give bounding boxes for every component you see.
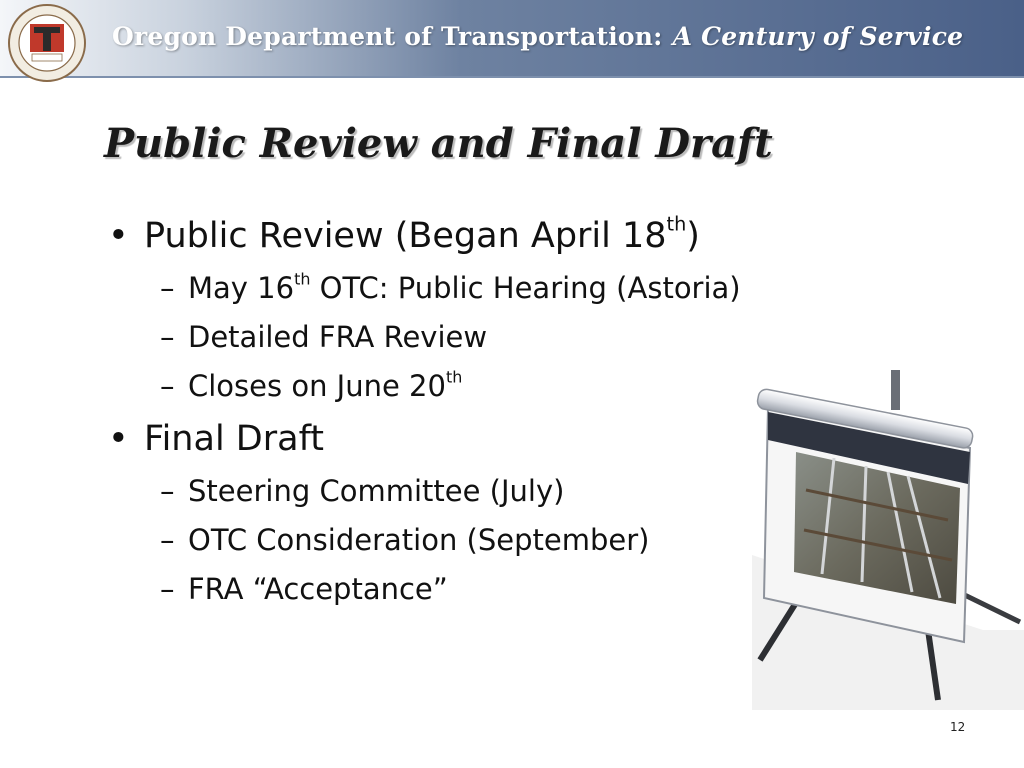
sub-bullet-text: OTC Consideration (September) [188,523,650,557]
bullet-public-review [108,208,748,264]
sub-bullet-superscript: th [445,367,463,387]
sub-bullet-fra-review [108,313,748,362]
sub-bullet-fra-acceptance [108,565,748,614]
bullet-superscript: th [666,212,687,236]
header-title-text: Oregon Department of Transportation: [112,22,663,51]
dash-icon: – [160,523,175,557]
sub-bullet-steering [108,467,748,516]
sub-bullet-text: May 16 [188,271,295,305]
projector-screen-illustration [738,360,1024,710]
slide-title: Public Review and Final Draft [104,120,773,167]
dash-icon: – [160,271,175,305]
bullet-icon: • [108,419,129,459]
dash-icon: – [160,572,175,606]
dash-icon: – [160,369,175,403]
sub-bullet-text-after: OTC: Public Hearing (Astoria) [310,271,741,305]
bullet-text: Final Draft [144,419,325,459]
bullet-final-draft [108,411,748,467]
header-tagline: A Century of Service [672,22,964,51]
odot-seal-logo [6,2,88,84]
sub-bullet-text: FRA “Acceptance” [188,572,448,606]
bullet-list [108,208,748,614]
bullet-text-after: ) [686,216,700,256]
page-number: 12 [950,720,966,734]
sub-bullet-closes [108,362,748,411]
sub-bullet-superscript: th [294,269,311,289]
dash-icon: – [160,320,175,354]
sub-bullet-public-hearing [108,264,748,313]
header-divider [0,76,1024,78]
bullet-text: Public Review (Began April 18 [144,216,667,256]
bullet-icon: • [108,216,129,256]
sub-bullet-text: Detailed FRA Review [188,320,488,354]
dash-icon: – [160,474,175,508]
sub-bullet-otc [108,516,748,565]
sub-bullet-text: Closes on June 20 [188,369,446,403]
header-title [112,22,963,51]
sub-bullet-text: Steering Committee (July) [188,474,565,508]
